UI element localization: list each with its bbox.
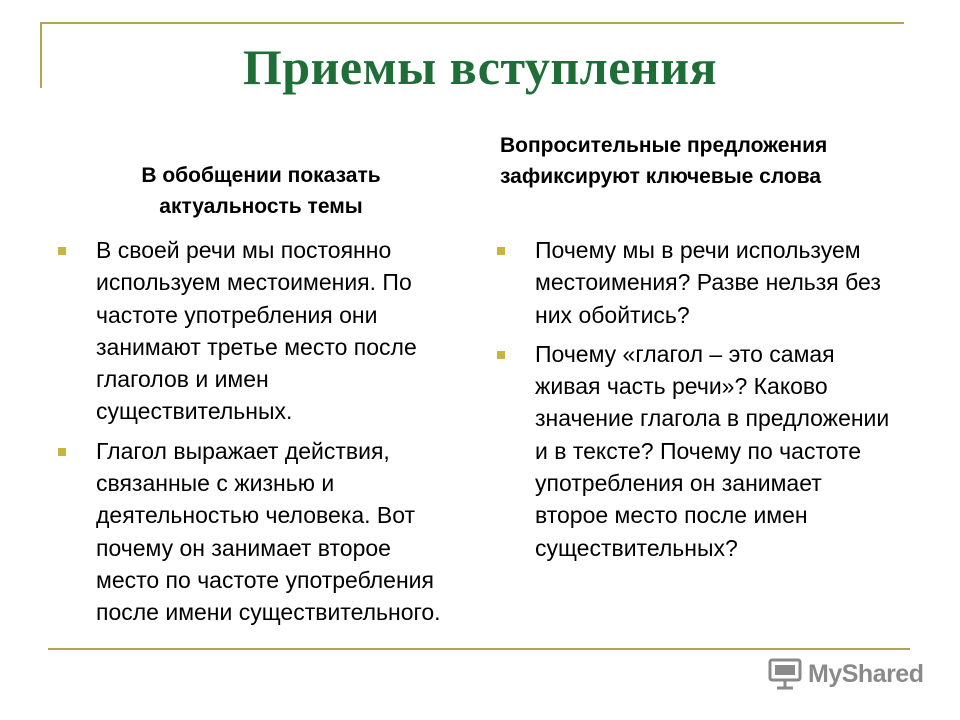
top-rule [40, 22, 904, 24]
list-item-text: Почему «глагол – это самая живая часть речи»? Каково значение глагола в предложении и в тексте? Почему по частоте употребления он занимает второе место после имен существительных? [535, 340, 890, 561]
square-bullet-icon [497, 247, 505, 255]
list-item [58, 234, 458, 428]
presentation-board-icon [768, 657, 802, 691]
right-column-heading: Вопросительные предложения зафиксируют ключевые слова [500, 134, 828, 188]
slide-title: Приемы вступления [242, 39, 718, 95]
left-bullet-list [58, 234, 458, 636]
left-column-heading: В обобщении показать актуальность темы [141, 164, 381, 218]
list-item-text: В своей речи мы постоянно используем местоимения. По частоте употребления они занимают третье место после глаголов и имен существительных. [96, 237, 417, 425]
list-item [58, 435, 458, 629]
bottom-rule [48, 648, 910, 650]
list-item-text: Глагол выражает действия, связанные с жизнью и деятельностью человека. Вот почему он занимает второе место по частоте употребления после имени существительного. [96, 437, 441, 626]
list-item [497, 338, 897, 564]
list-item [497, 234, 897, 331]
list-item-text: Почему мы в речи используем местоимения? Разве нельзя без них обойтись? [535, 237, 881, 328]
watermark-text: MyShared [808, 659, 924, 688]
right-bullet-list [497, 234, 897, 571]
square-bullet-icon [58, 247, 66, 255]
myshared-watermark [768, 656, 923, 692]
square-bullet-icon [497, 351, 505, 359]
square-bullet-icon [58, 448, 66, 456]
